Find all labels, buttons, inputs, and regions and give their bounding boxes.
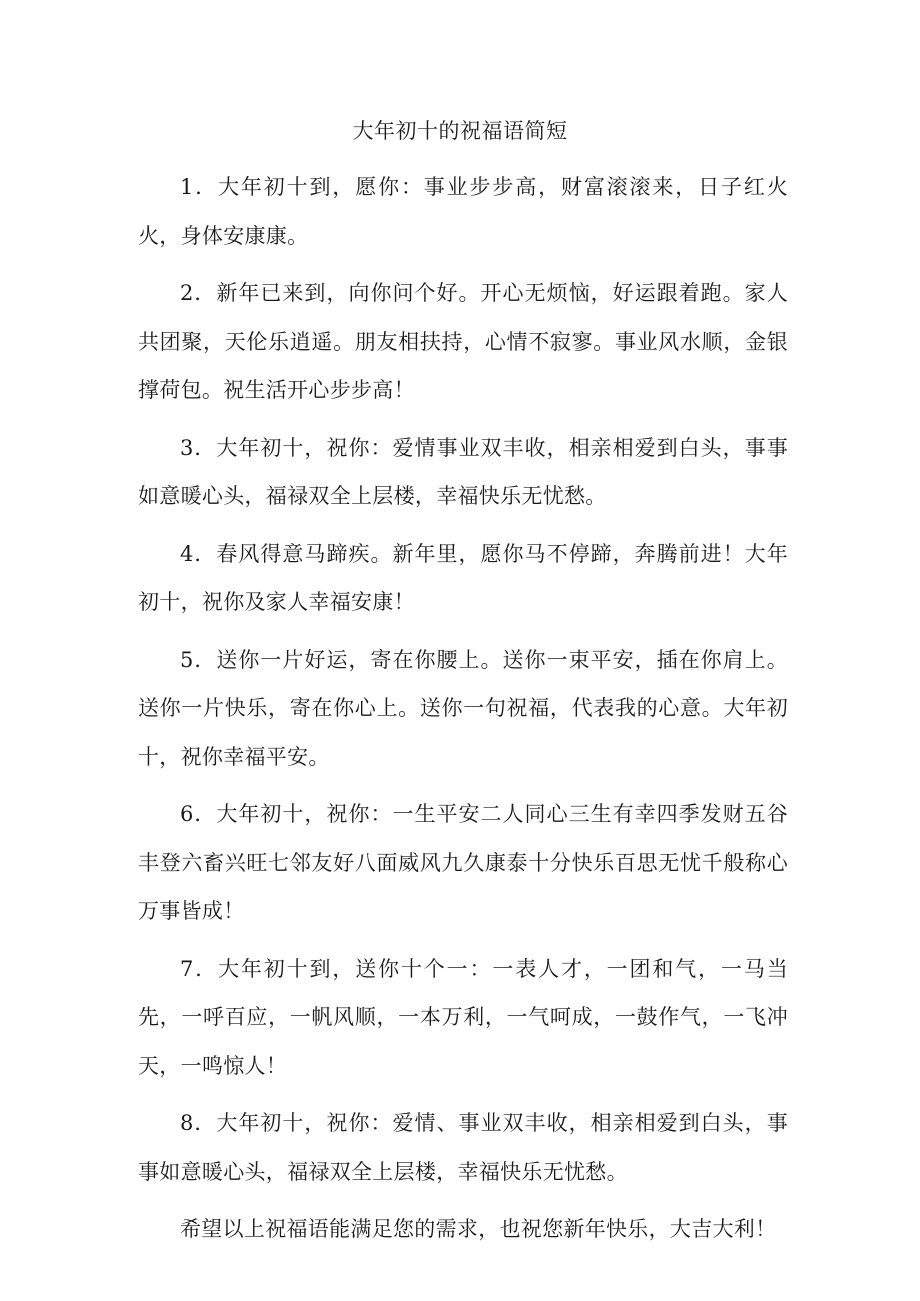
paragraph-8: 8．大年初十，祝你：爱情、事业双丰收，相亲相爱到白头，事事如意暖心头，福禄双全上层楼，幸福快乐无忧愁。	[138, 1111, 788, 1184]
paragraph-7: 7．大年初十到，送你十个一：一表人才，一团和气，一马当先，一呼百应，一帆风顺，一本万利，一气呵成，一鼓作气，一飞冲天，一鸣惊人！	[138, 956, 788, 1078]
document-title: 大年初十的祝福语简短	[352, 119, 568, 143]
paragraph-2: 2．新年已来到，向你问个好。开心无烦恼，好运跟着跑。家人共团聚，天伦乐逍遥。朋友相扶持，心情不寂寥。事业风水顺，金银撑荷包。祝生活开心步步高！	[138, 281, 788, 402]
paragraph-3: 3．大年初十，祝你：爱情事业双丰收，相亲相爱到白头，事事如意暖心头，福禄双全上层楼，幸福快乐无忧愁。	[138, 435, 788, 508]
paragraph-5: 5．送你一片好运，寄在你腰上。送你一束平安，插在你肩上。送你一片快乐，寄在你心上。送你一句祝福，代表我的心意。大年初十，祝你幸福平安。	[138, 647, 788, 769]
closing-paragraph: 希望以上祝福语能满足您的需求，也祝您新年快乐，大吉大利！	[180, 1217, 777, 1241]
paragraph-4: 4．春风得意马蹄疾。新年里，愿你马不停蹄，奔腾前进！大年初十，祝你及家人幸福安康！	[138, 541, 788, 614]
paragraph-6: 6．大年初十，祝你：一生平安二人同心三生有幸四季发财五谷丰登六畜兴旺七邻友好八面威风九久康泰十分快乐百思无忧千般称心万事皆成！	[138, 802, 788, 923]
document-body	[138, 163, 788, 1263]
paragraph-1: 1．大年初十到，愿你：事业步步高，财富滚滚来，日子红火火，身体安康康。	[138, 175, 788, 248]
